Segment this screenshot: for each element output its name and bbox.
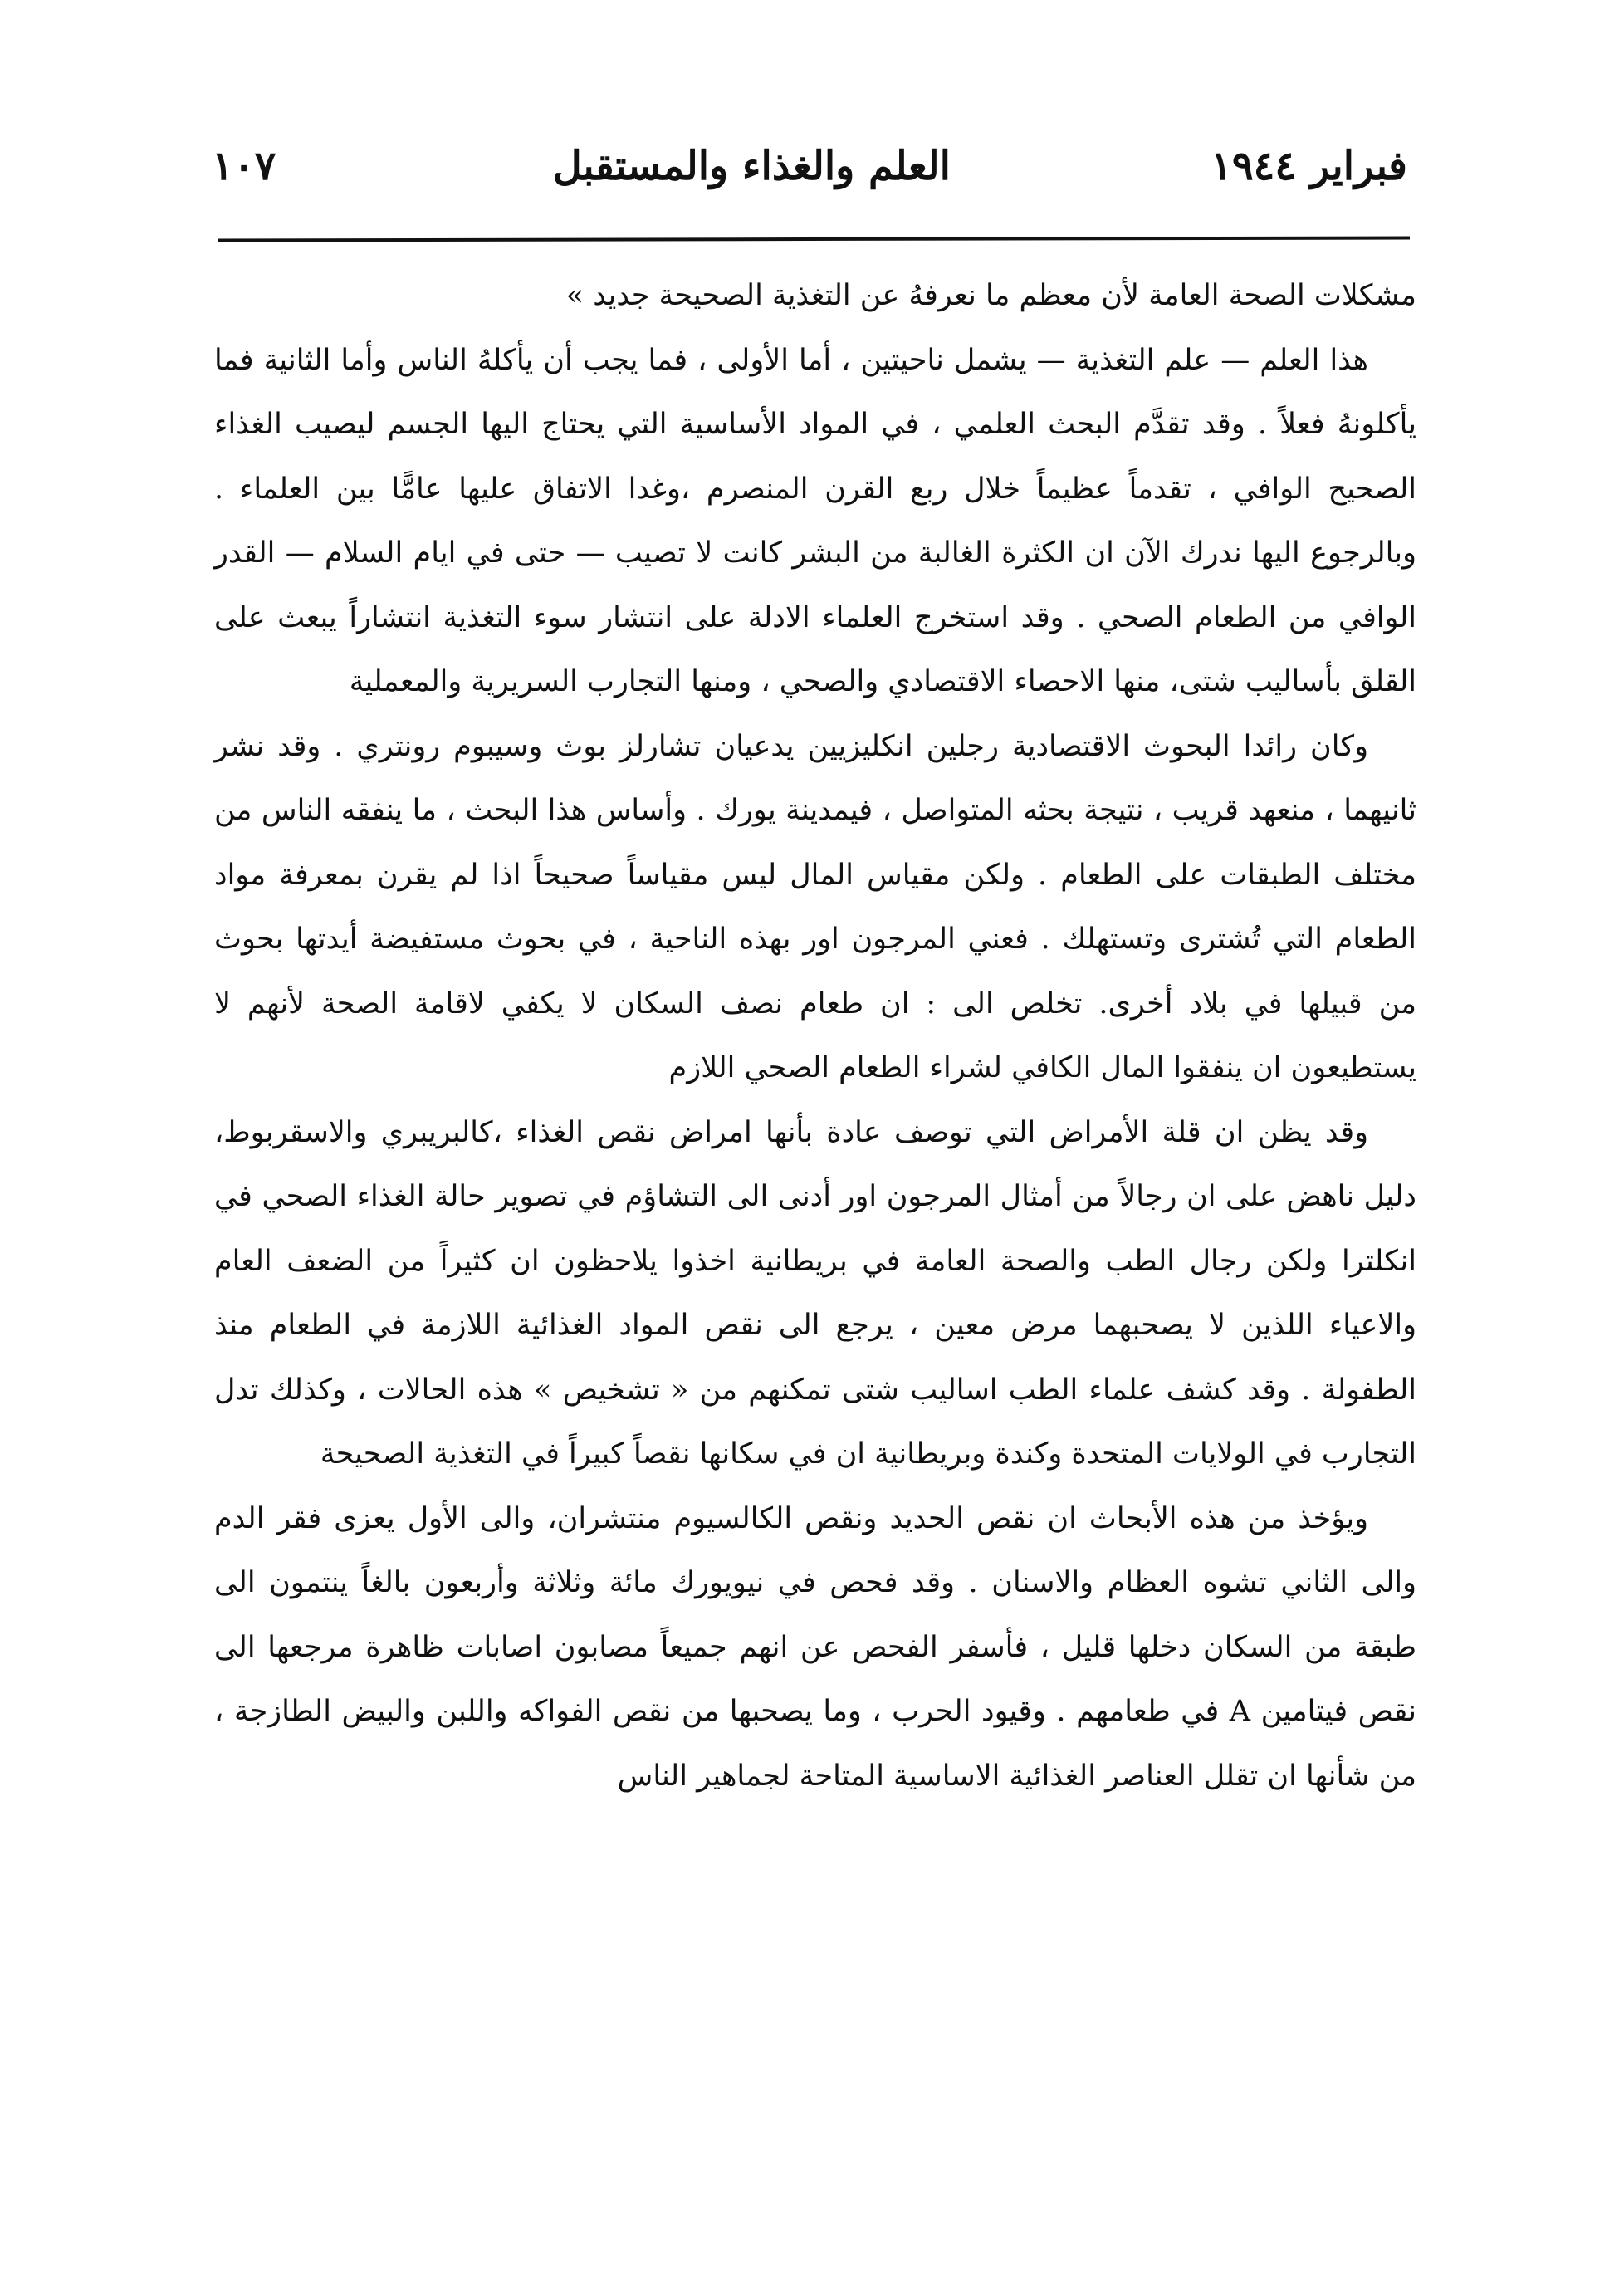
paragraph: هذا العلم — علم التغذية — يشمل ناحيتين ، أما الأولى ، فما يجب أن يأكلهُ الناس وأما الثانية فما يأكلونهُ فعلاً . وقد تقدَّم البحث العلمي ، في المواد الأساسية التي يحتاج اليها الجسم ليصيب الغذاء الصحيح الوافي ، تقدماً عظيماً خلال ربع القرن المنصرم ،وغدا الاتفاق عليها عامًّا بين العلماء . وبالرجوع اليها ندرك الآن ان الكثرة الغالبة من البشر كانت لا تصيب — حتى في ايام السلام — القدر الوافي من الطعام الصحي . وقد استخرج العلماء الادلة على انتشار سوء التغذية انتشاراً يبعث على القلق بأساليب شتى، منها الاحصاء الاقتصادي والصحي ، ومنها التجارب السريرية والمعملية [214,343,1416,698]
article-body [214,264,1416,1809]
issue-date: فبراير ١٩٤٤ [1211,143,1407,189]
page-number: ١٠٧ [212,143,276,189]
article-title: العلم والغذاء والمستقبل [552,143,951,189]
header-rule [218,236,1410,242]
paragraph: مشكلات الصحة العامة لأن معظم ما نعرفهُ عن التغذية الصحيحة جديد » [565,279,1416,312]
paragraph: وقد يظن ان قلة الأمراض التي توصف عادة بأنها امراض نقص الغذاء ،كالبريبري والاسقربوط، دليل ناهض على ان رجالاً من أمثال المرجون اور أدنى الى التشاؤم في تصوير حالة الغذاء الصحي في انكلترا ولكن رجال الطب والصحة العامة في بريطانية اخذوا يلاحظون ان كثيراً من الضعف العام والاعياء اللذين لا يصحبهما مرض معين ، يرجع الى نقص المواد الغذائية اللازمة في الطعام منذ الطفولة . وقد كشف علماء الطب اساليب شتى تمكنهم من « تشخيص » هذه الحالات ، وكذلك تدل التجارب في الولايات المتحدة وكندة وبريطانية ان في سكانها نقصاً كبيراً في التغذية الصحيحة [214,1115,1416,1471]
paragraph: وكان رائدا البحوث الاقتصادية رجلين انكليزيين يدعيان تشارلز بوث وسيبوم رونتري . وقد نشر ثانيهما ، منعهد قريب ، نتيجة بحثه المتواصل ، فيمدينة يورك . وأساس هذا البحث ، ما ينفقه الناس من مختلف الطبقات على الطعام . ولكن مقياس المال ليس مقياساً صحيحاً اذا لم يقرن بمعرفة مواد الطعام التي تُشترى وتستهلك . فعني المرجون اور بهذه الناحية ، في بحوث مستفيضة أيدتها بحوث من قبيلها في بلاد أخرى. تخلص الى : ان طعام نصف السكان لا يكفي لاقامة الصحة لأنهم لا يستطيعون ان ينفقوا المال الكافي لشراء الطعام الصحي اللازم [214,729,1416,1084]
running-head [212,143,1407,209]
paragraph: ويؤخذ من هذه الأبحاث ان نقص الحديد ونقص الكالسيوم منتشران، والى الأول يعزى فقر الدم والى الثاني تشوه العظام والاسنان . وقد فحص في نيويورك مائة وثلاثة وأربعون بالغاً ينتمون الى طبقة من السكان دخلها قليل ، فأسفر الفحص عن انهم جميعاً مصابون اصابات ظاهرة مرجعها الى نقص فيتامين A في طعامهم . وقيود الحرب ، وما يصحبها من نقص الفواكه واللبن والبيض الطازجة ، من شأنها ان تقلل العناصر الغذائية الاساسية المتاحة لجماهير الناس [214,1501,1416,1793]
